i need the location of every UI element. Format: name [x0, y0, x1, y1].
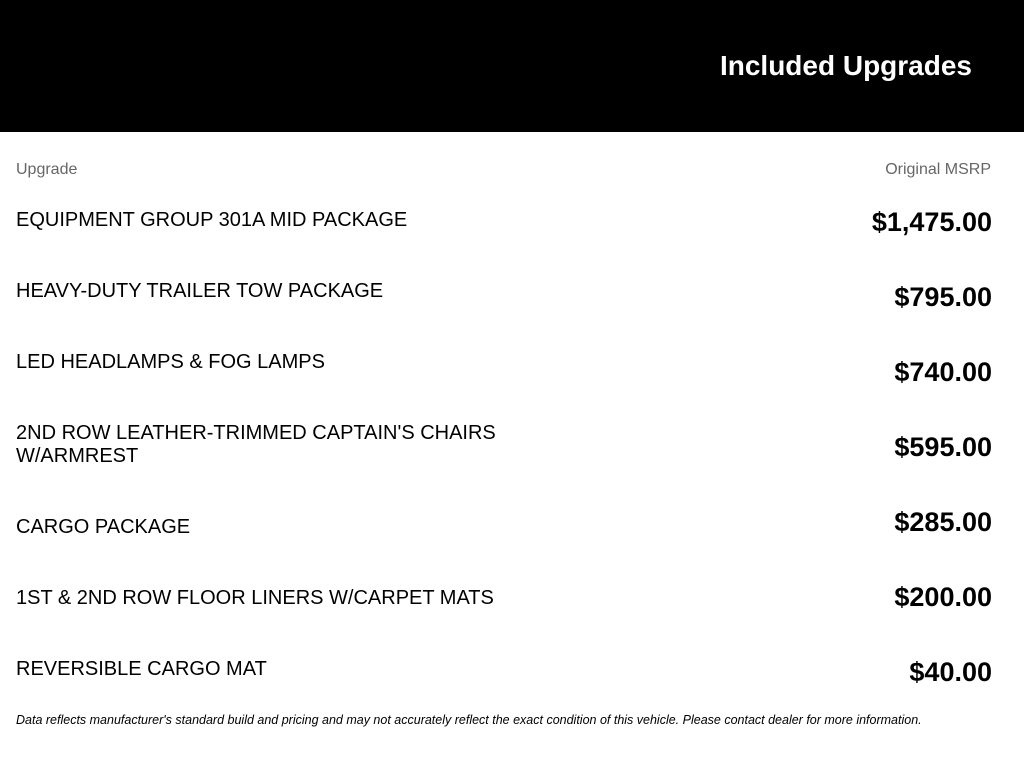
upgrade-name: CARGO PACKAGE: [16, 516, 191, 538]
upgrade-name: 1ST & 2ND ROW FLOOR LINERS W/CARPET MATS: [16, 587, 494, 609]
upgrade-price: $200.00: [894, 582, 992, 612]
upgrade-price: $795.00: [894, 282, 992, 312]
page-header: [0, 0, 1024, 132]
upgrade-name: REVERSIBLE CARGO MAT: [16, 658, 267, 680]
upgrade-name: EQUIPMENT GROUP 301A MID PACKAGE: [16, 209, 408, 231]
upgrade-price: $1,475.00: [871, 207, 992, 237]
upgrade-price: $285.00: [894, 507, 992, 537]
upgrade-price: $40.00: [909, 657, 992, 687]
upgrade-price: $595.00: [894, 432, 992, 462]
upgrade-name: 2ND ROW LEATHER-TRIMMED CAPTAIN'S CHAIRS W/ARMREST: [16, 422, 496, 467]
disclaimer-text: Data reflects manufacturer's standard build and pricing and may not accurately reflect the exact condition of this vehicle. Please contact dealer for more information.: [16, 713, 922, 727]
upgrade-name: HEAVY-DUTY TRAILER TOW PACKAGE: [16, 280, 384, 302]
column-header-msrp: Original MSRP: [885, 161, 991, 178]
upgrade-name: LED HEADLAMPS & FOG LAMPS: [16, 351, 325, 373]
upgrade-price: $740.00: [894, 357, 992, 387]
page-title: Included Upgrades: [719, 50, 972, 81]
column-header-upgrade: Upgrade: [16, 161, 78, 178]
